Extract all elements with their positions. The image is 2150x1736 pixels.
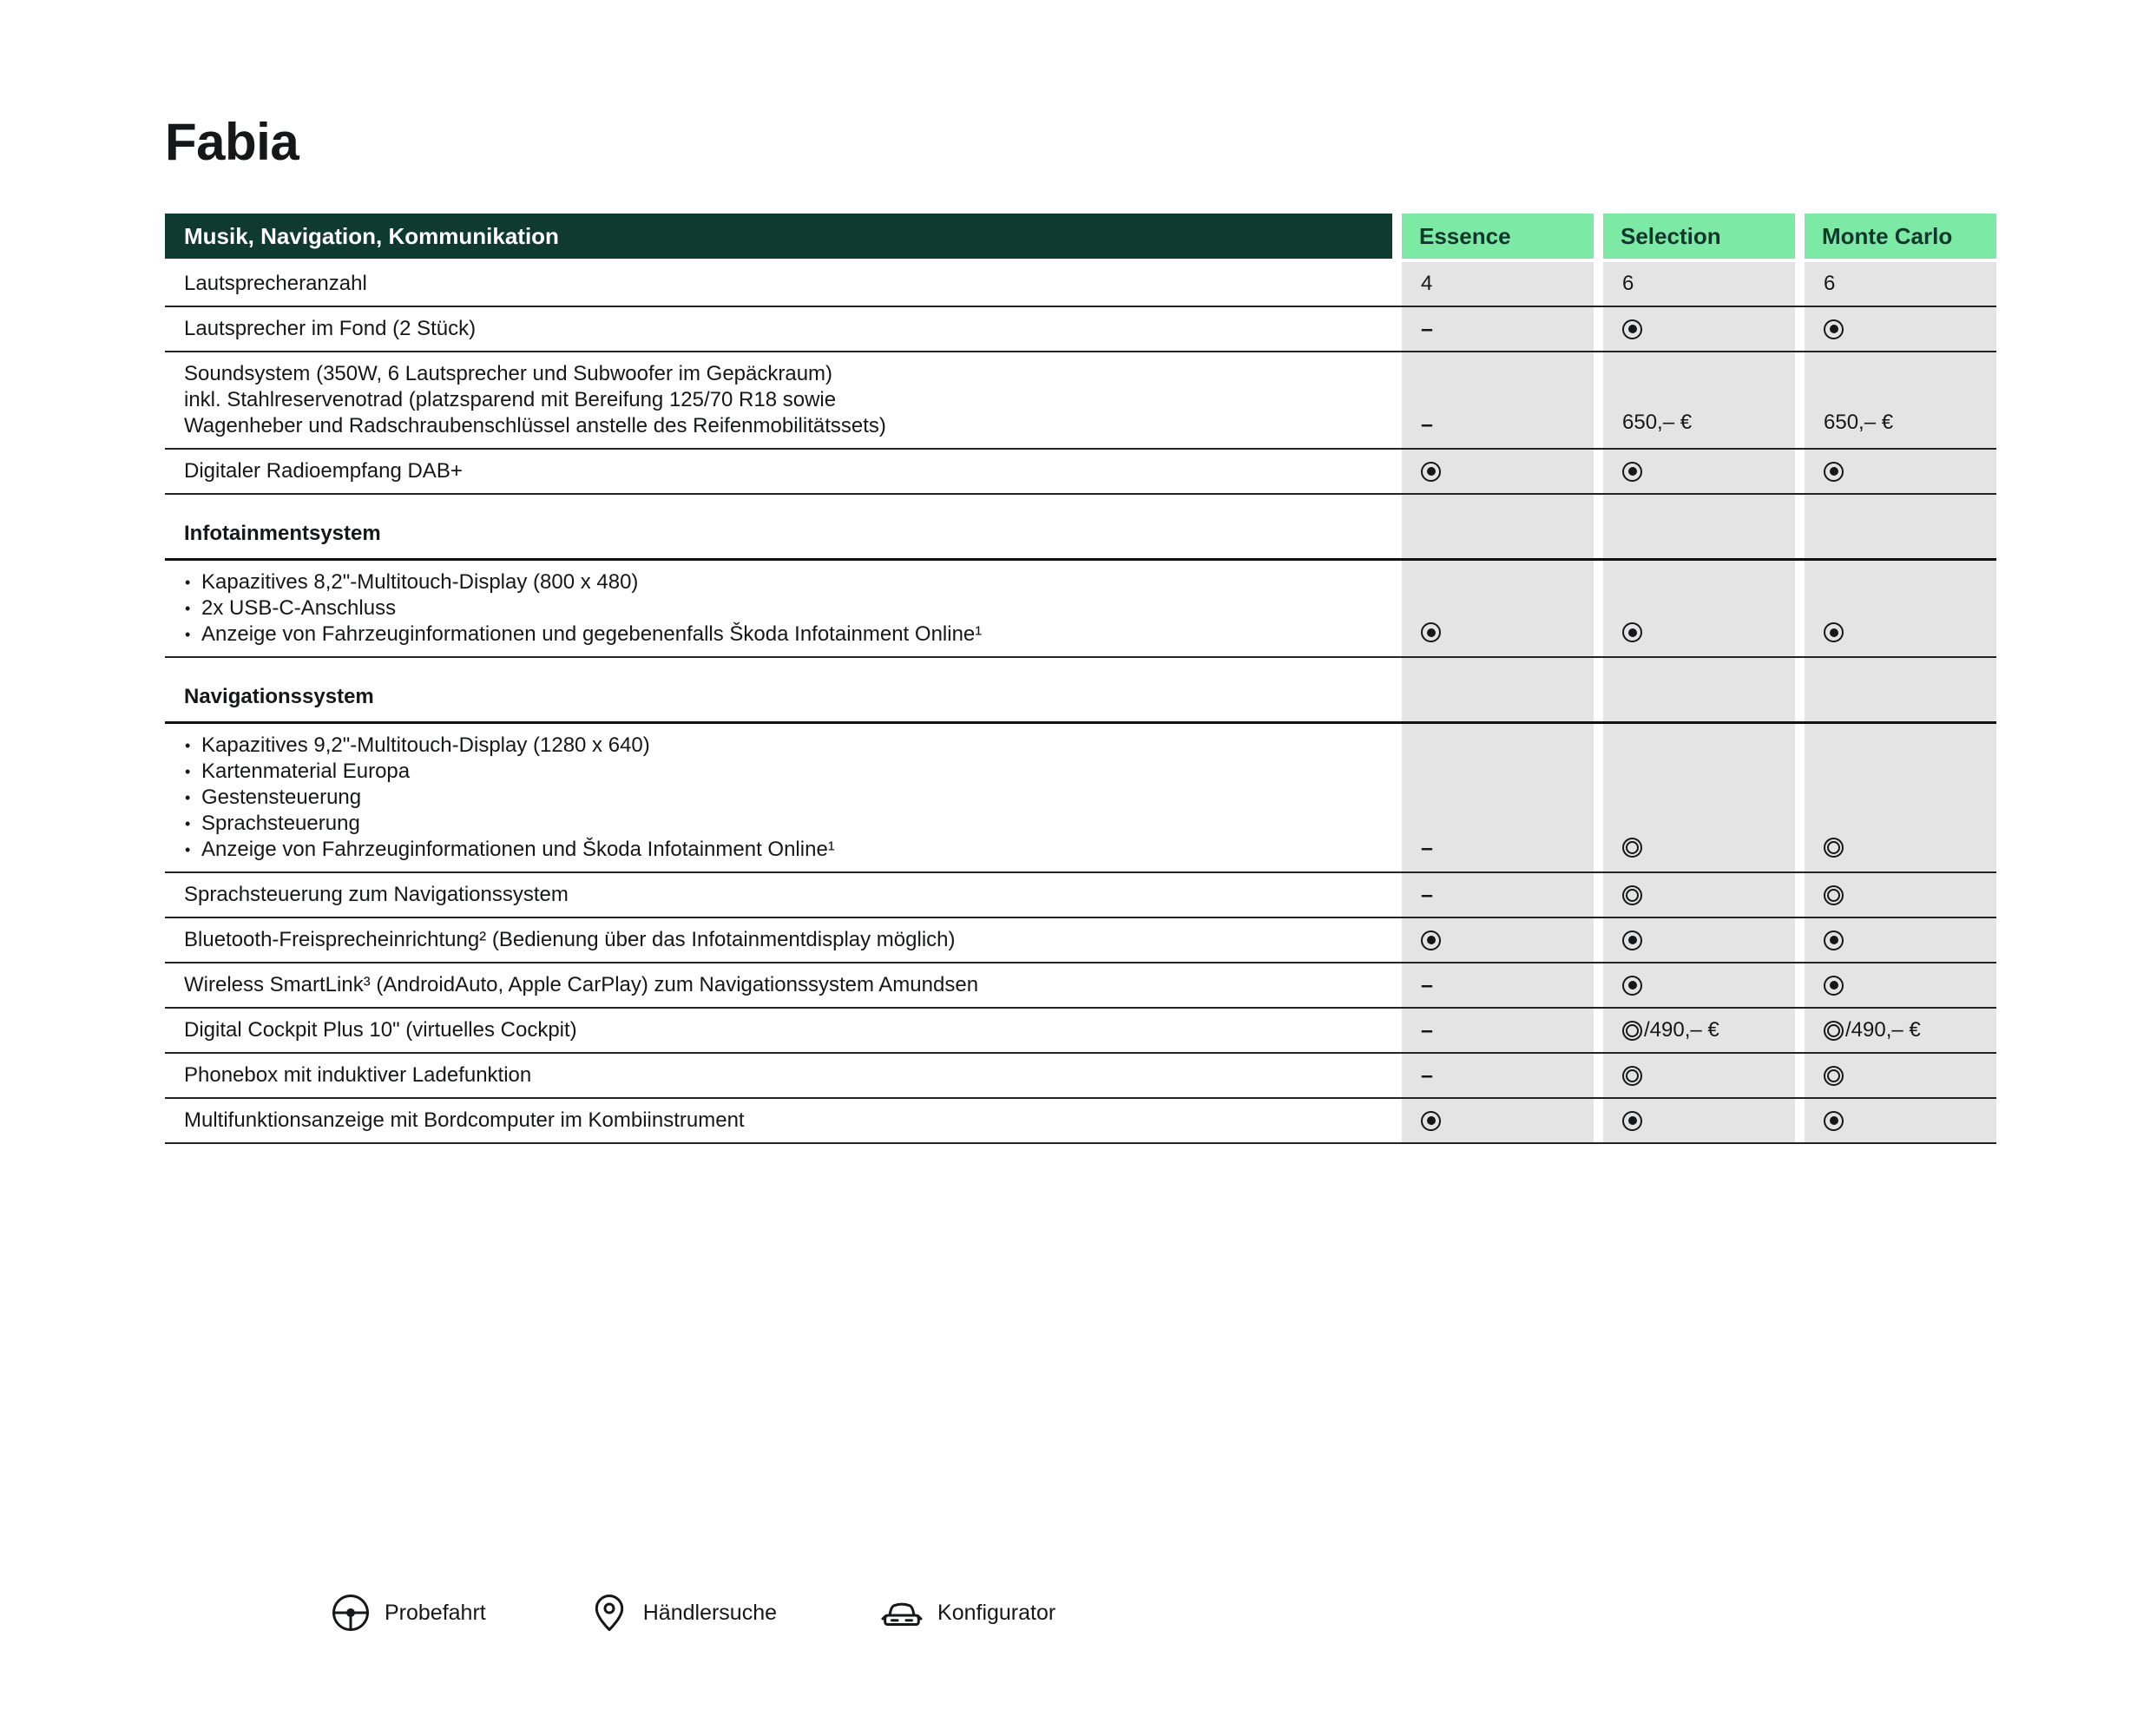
standard-equipment-cell [1603,963,1795,1007]
value-text [1805,352,1996,448]
section-title: Infotainmentsystem [184,522,381,545]
standard-equipment-icon [1824,622,1844,642]
table-feature-row [165,873,1996,918]
not-available-dash [1421,318,1433,340]
empty-value-cell [1603,495,1795,558]
feature-label: Lautsprecheranzahl [184,272,367,295]
standard-equipment-icon [1421,930,1441,950]
optional-equipment-icon [1622,885,1642,905]
table-feature-row [165,1054,1996,1099]
standard-equipment-icon [1622,319,1642,339]
standard-equipment-cell [1402,561,1594,656]
not-available-cell [1402,724,1594,871]
empty-value-cell [1805,495,1996,558]
car-icon [879,1592,924,1634]
test-drive-label: Probefahrt [385,1600,486,1625]
feature-bullet: • 2x USB-C-Anschluss [184,595,1371,621]
dealer-search-label: Händlersuche [642,1600,778,1625]
optional-equipment-icon [1622,1066,1642,1086]
standard-equipment-cell [1805,561,1996,656]
empty-value-cell [1805,658,1996,721]
standard-equipment-cell [1603,450,1795,493]
feature-table [165,214,1996,1144]
standard-equipment-icon [1622,930,1642,950]
optional-equipment-cell [1805,873,1996,917]
standard-equipment-cell [1805,918,1996,962]
standard-equipment-icon [1824,319,1844,339]
feature-bullet: • Gestensteuerung [184,785,1371,811]
map-pin-icon [588,1592,630,1634]
table-feature-row [165,561,1996,658]
feature-bullet-list [184,733,1371,863]
standard-equipment-cell [1805,450,1996,493]
feature-bullet: • Kapazitives 8,2"-Multitouch-Display (800 x 480) [184,569,1371,595]
not-available-dash [1421,1064,1433,1087]
table-feature-row [165,1099,1996,1144]
feature-label: Lautsprecher im Fond (2 Stück) [184,317,477,340]
feature-bullet: • Kapazitives 9,2"-Multitouch-Display (1280 x 640) [184,733,1371,759]
standard-equipment-cell [1402,1099,1594,1142]
column-header-monte-carlo: Monte Carlo [1805,214,1996,259]
not-available-dash [1421,837,1433,859]
price-label: /490,– € [1845,1018,1921,1042]
configurator-label: Konfigurator [937,1600,1056,1625]
standard-equipment-icon [1824,930,1844,950]
table-feature-row [165,262,1996,307]
table-feature-row [165,307,1996,352]
optional-equipment-price-cell [1603,1009,1795,1052]
table-feature-row [165,918,1996,963]
standard-equipment-cell [1805,963,1996,1007]
configurator-link[interactable] [879,1592,1055,1634]
standard-equipment-cell [1603,307,1795,351]
column-header-selection: Selection [1603,214,1795,259]
standard-equipment-icon [1622,976,1642,996]
table-feature-row [165,450,1996,495]
table-category-header: Musik, Navigation, Kommunikation [165,214,1392,259]
column-header-essence: Essence [1402,214,1594,259]
not-available-cell [1402,307,1594,351]
value-text [1402,262,1594,306]
standard-equipment-cell [1402,450,1594,493]
feature-label: Bluetooth-Freisprecheinrichtung² (Bedienung über das Infotainmentdisplay möglich) [184,928,956,951]
optional-equipment-cell [1603,873,1795,917]
price-label: /490,– € [1644,1018,1719,1042]
standard-equipment-cell [1402,918,1594,962]
optional-equipment-icon [1824,1021,1844,1041]
feature-label: Multifunktionsanzeige mit Bordcomputer im Kombiinstrument [184,1108,745,1132]
not-available-cell [1402,1009,1594,1052]
value-label: 6 [1824,272,1836,295]
not-available-cell [1402,352,1594,448]
standard-equipment-icon [1824,976,1844,996]
table-section-row [165,658,1996,724]
standard-equipment-icon [1622,1111,1642,1131]
feature-bullet: • Anzeige von Fahrzeuginformationen und gegebenenfalls Škoda Infotainment Online¹ [184,621,1371,648]
footer-links [330,1592,1055,1634]
feature-label-line: inkl. Stahlreservenotrad (platzsparend mit Bereifung 125/70 R18 sowie [184,388,837,411]
optional-equipment-icon [1622,838,1642,858]
not-available-dash [1421,884,1433,906]
standard-equipment-cell [1603,918,1795,962]
feature-label [165,561,1392,656]
empty-value-cell [1603,658,1795,721]
not-available-cell [1402,1054,1594,1097]
value-text [1603,262,1795,306]
empty-value-cell [1402,495,1594,558]
not-available-cell [1402,873,1594,917]
table-section-row [165,495,1996,561]
not-available-dash [1421,1019,1433,1042]
standard-equipment-cell [1603,1099,1795,1142]
standard-equipment-icon [1421,462,1441,482]
optional-equipment-icon [1824,885,1844,905]
standard-equipment-icon [1622,622,1642,642]
section-title: Navigationssystem [184,685,374,708]
standard-equipment-icon [1622,462,1642,482]
feature-label [165,724,1392,871]
value-label: 4 [1421,272,1433,295]
optional-equipment-icon [1824,838,1844,858]
empty-value-cell [1402,658,1594,721]
optional-equipment-price-cell [1805,1009,1996,1052]
feature-label-line: Wagenheber und Radschraubenschlüssel anstelle des Reifenmobilitätssets) [184,414,886,437]
standard-equipment-icon [1421,1111,1441,1131]
feature-label [165,352,1392,448]
feature-bullet-list [184,569,1371,648]
value-label: 6 [1622,272,1634,295]
value-label: 650,– € [1622,411,1693,434]
feature-label-line: Soundsystem (350W, 6 Lautsprecher und Subwoofer im Gepäckraum) [184,362,833,385]
not-available-cell [1402,963,1594,1007]
feature-bullet: • Anzeige von Fahrzeuginformationen und Škoda Infotainment Online¹ [184,837,1371,863]
feature-label: Wireless SmartLink³ (AndroidAuto, Apple CarPlay) zum Navigationssystem Amundsen [184,973,979,996]
feature-bullet: • Sprachsteuerung [184,811,1371,837]
optional-equipment-cell [1603,1054,1795,1097]
not-available-dash [1421,413,1433,436]
not-available-dash [1421,974,1433,996]
table-body [165,262,1996,1144]
standard-equipment-cell [1805,1099,1996,1142]
table-feature-row [165,724,1996,873]
standard-equipment-icon [1824,1111,1844,1131]
feature-label: Digitaler Radioempfang DAB+ [184,459,463,483]
standard-equipment-icon [1421,622,1441,642]
optional-equipment-cell [1805,1054,1996,1097]
table-header-row [165,214,1996,262]
standard-equipment-icon [1824,462,1844,482]
dealer-search-link[interactable] [588,1592,777,1634]
optional-equipment-cell [1805,724,1996,871]
optional-equipment-icon [1622,1021,1642,1041]
page-content [165,0,1996,1625]
steering-wheel-icon [330,1592,371,1634]
test-drive-link[interactable] [330,1592,486,1634]
feature-label: Sprachsteuerung zum Navigationssystem [184,883,569,906]
page-title: Fabia [165,113,299,171]
standard-equipment-cell [1805,307,1996,351]
table-feature-row [165,1009,1996,1054]
value-label: 650,– € [1824,411,1894,434]
feature-label: Digital Cockpit Plus 10" (virtuelles Cockpit) [184,1018,577,1042]
table-feature-row [165,352,1996,450]
table-feature-row [165,963,1996,1009]
standard-equipment-cell [1603,561,1795,656]
feature-label: Phonebox mit induktiver Ladefunktion [184,1063,532,1087]
feature-bullet: • Kartenmaterial Europa [184,759,1371,785]
optional-equipment-icon [1824,1066,1844,1086]
value-text [1805,262,1996,306]
optional-equipment-cell [1603,724,1795,871]
value-text [1603,352,1795,448]
